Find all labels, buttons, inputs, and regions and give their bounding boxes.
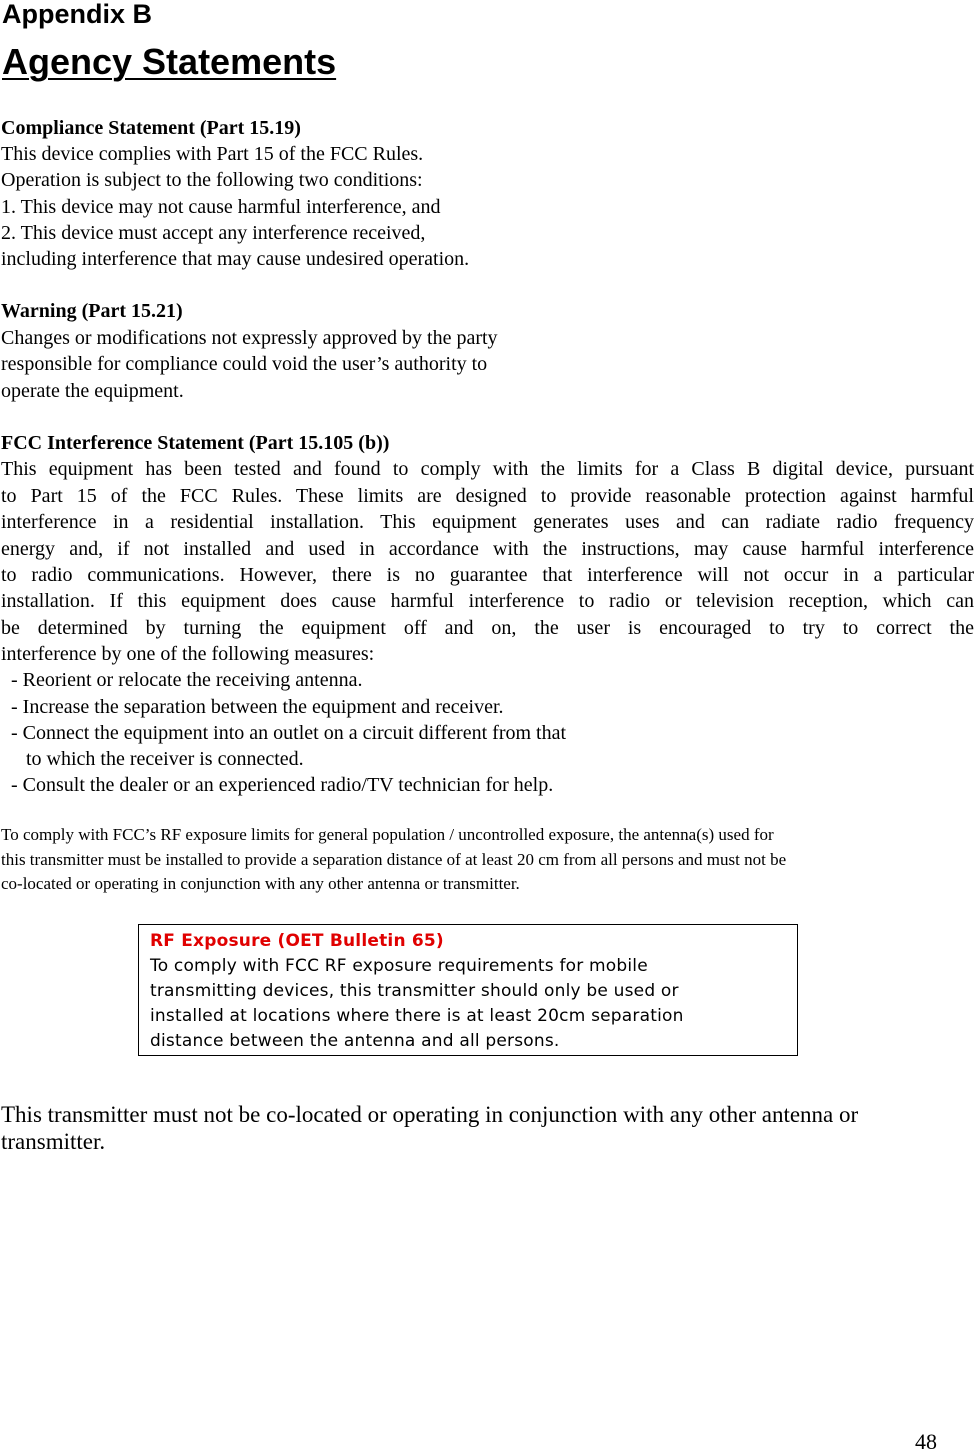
compliance-condition-2-continued: including interference that may cause undesired operation. — [1, 248, 470, 270]
measure-item: - Connect the equipment into an outlet on a circuit different from that — [1, 722, 567, 744]
fcc-paragraph-line: This equipment has been tested and found to comply with the limits for a Class B digital device, pursuant — [1, 458, 974, 480]
fcc-paragraph-line: energy and, if not installed and used in accordance with the instructions, may cause harmful interference — [1, 538, 974, 560]
fcc-paragraph-line: interference in a residential installation. This equipment generates uses and can radiate radio frequency — [1, 511, 974, 533]
warning-line: Changes or modifications not expressly approved by the party — [1, 327, 498, 349]
compliance-heading: Compliance Statement (Part 15.19) — [1, 117, 301, 139]
rf-box-line: To comply with FCC RF exposure requirements for mobile — [150, 956, 648, 976]
page-title: Agency Statements — [2, 41, 337, 82]
rf-exposure-note-line: co-located or operating in conjunction with any other antenna or transmitter. — [1, 874, 520, 893]
fcc-paragraph-line: to Part 15 of the FCC Rules. These limits are designed to provide reasonable protection against harmful — [1, 485, 974, 507]
page-number: 48 — [915, 1429, 937, 1454]
rf-exposure-note-line: To comply with FCC’s RF exposure limits for general population / uncontrolled exposure, the antenna(s) used for — [1, 825, 774, 844]
fcc-interference-heading: FCC Interference Statement (Part 15.105 (b)) — [1, 432, 390, 454]
rf-box-line: distance between the antenna and all persons. — [150, 1031, 560, 1051]
measure-item: - Consult the dealer or an experienced radio/TV technician for help. — [1, 774, 554, 796]
rf-box-line: transmitting devices, this transmitter should only be used or — [150, 981, 679, 1001]
compliance-condition-1: 1. This device may not cause harmful interference, and — [1, 196, 441, 218]
measure-item: - Increase the separation between the equipment and receiver. — [1, 696, 504, 718]
rf-exposure-note-line: this transmitter must be installed to provide a separation distance of at least 20 cm from all persons and must not be — [1, 850, 787, 869]
fcc-paragraph-line: interference by one of the following measures: — [1, 643, 375, 665]
measure-item: - Reorient or relocate the receiving antenna. — [1, 669, 363, 691]
closing-line: This transmitter must not be co-located or operating in conjunction with any other antenna or — [1, 1102, 859, 1127]
rf-box-heading: RF Exposure (OET Bulletin 65) — [150, 931, 444, 951]
rf-exposure-box — [138, 924, 798, 1056]
closing-line: transmitter. — [1, 1129, 106, 1154]
compliance-condition-2: 2. This device must accept any interference received, — [1, 222, 426, 244]
warning-line: responsible for compliance could void the user’s authority to — [1, 353, 488, 375]
measure-item-continued: to which the receiver is connected. — [1, 748, 304, 770]
warning-line: operate the equipment. — [1, 380, 184, 402]
rf-box-line: installed at locations where there is at least 20cm separation — [150, 1006, 684, 1026]
compliance-line: Operation is subject to the following two conditions: — [1, 169, 423, 191]
fcc-paragraph-line: be determined by turning the equipment off and on, the user is encouraged to try to correct the — [1, 617, 974, 639]
warning-heading: Warning (Part 15.21) — [1, 300, 183, 322]
compliance-line: This device complies with Part 15 of the FCC Rules. — [1, 143, 424, 165]
appendix-label: Appendix B — [2, 0, 153, 29]
fcc-paragraph-line: installation. If this equipment does cause harmful interference to radio or television reception, which can — [1, 590, 974, 612]
fcc-paragraph-line: to radio communications. However, there is no guarantee that interference will not occur in a particular — [1, 564, 974, 586]
